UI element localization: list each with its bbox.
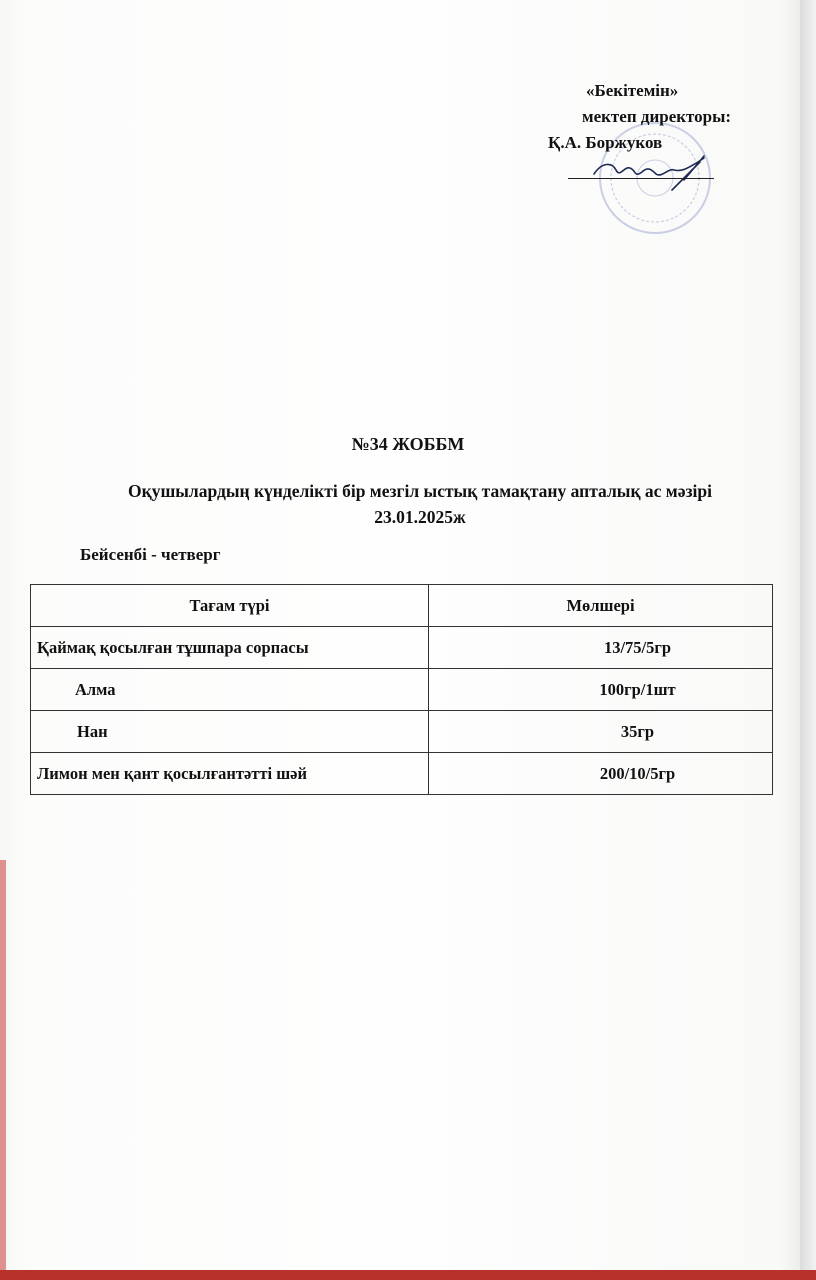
dish-name: Лимон мен қант қосылғантәтті шәй: [31, 753, 429, 795]
document-title: [70, 478, 770, 530]
dish-amount: 100гр/1шт: [429, 669, 773, 711]
dish-name: Алма: [31, 669, 429, 711]
menu-table: [30, 584, 773, 795]
day-label: Бейсенбі - четверг: [80, 545, 221, 564]
signature-line: [568, 178, 714, 179]
red-edge-left: [0, 860, 6, 1280]
dish-name: Қаймақ қосылған тұшпара сорпасы: [31, 627, 429, 669]
director-signature: [572, 140, 722, 200]
table-header-row: [31, 585, 773, 627]
table-row: [31, 627, 773, 669]
approval-title: «Бекітемін»: [586, 81, 679, 100]
dish-amount: 200/10/5гр: [429, 753, 773, 795]
approval-name: Қ.А. Боржуков: [548, 133, 663, 152]
table-row: [31, 669, 773, 711]
page-edge-shadow: [800, 0, 816, 1270]
dish-name: Нан: [31, 711, 429, 753]
header-amount: Мөлшері: [429, 585, 773, 627]
table-row: [31, 711, 773, 753]
red-edge-bottom: [0, 1270, 816, 1280]
title-text: Оқушылардың күнделікті бір мезгіл ыстық тамақтану апталық ас мәзірі: [128, 481, 712, 501]
school-name: №34 ЖОББМ: [351, 434, 465, 454]
dish-amount: 13/75/5гр: [429, 627, 773, 669]
header-dish-type: Тағам түрі: [31, 585, 429, 627]
approval-position: мектеп директоры:: [582, 107, 732, 126]
dish-amount: 35гр: [429, 711, 773, 753]
title-date: 23.01.2025ж: [374, 507, 466, 527]
table-row: [31, 753, 773, 795]
